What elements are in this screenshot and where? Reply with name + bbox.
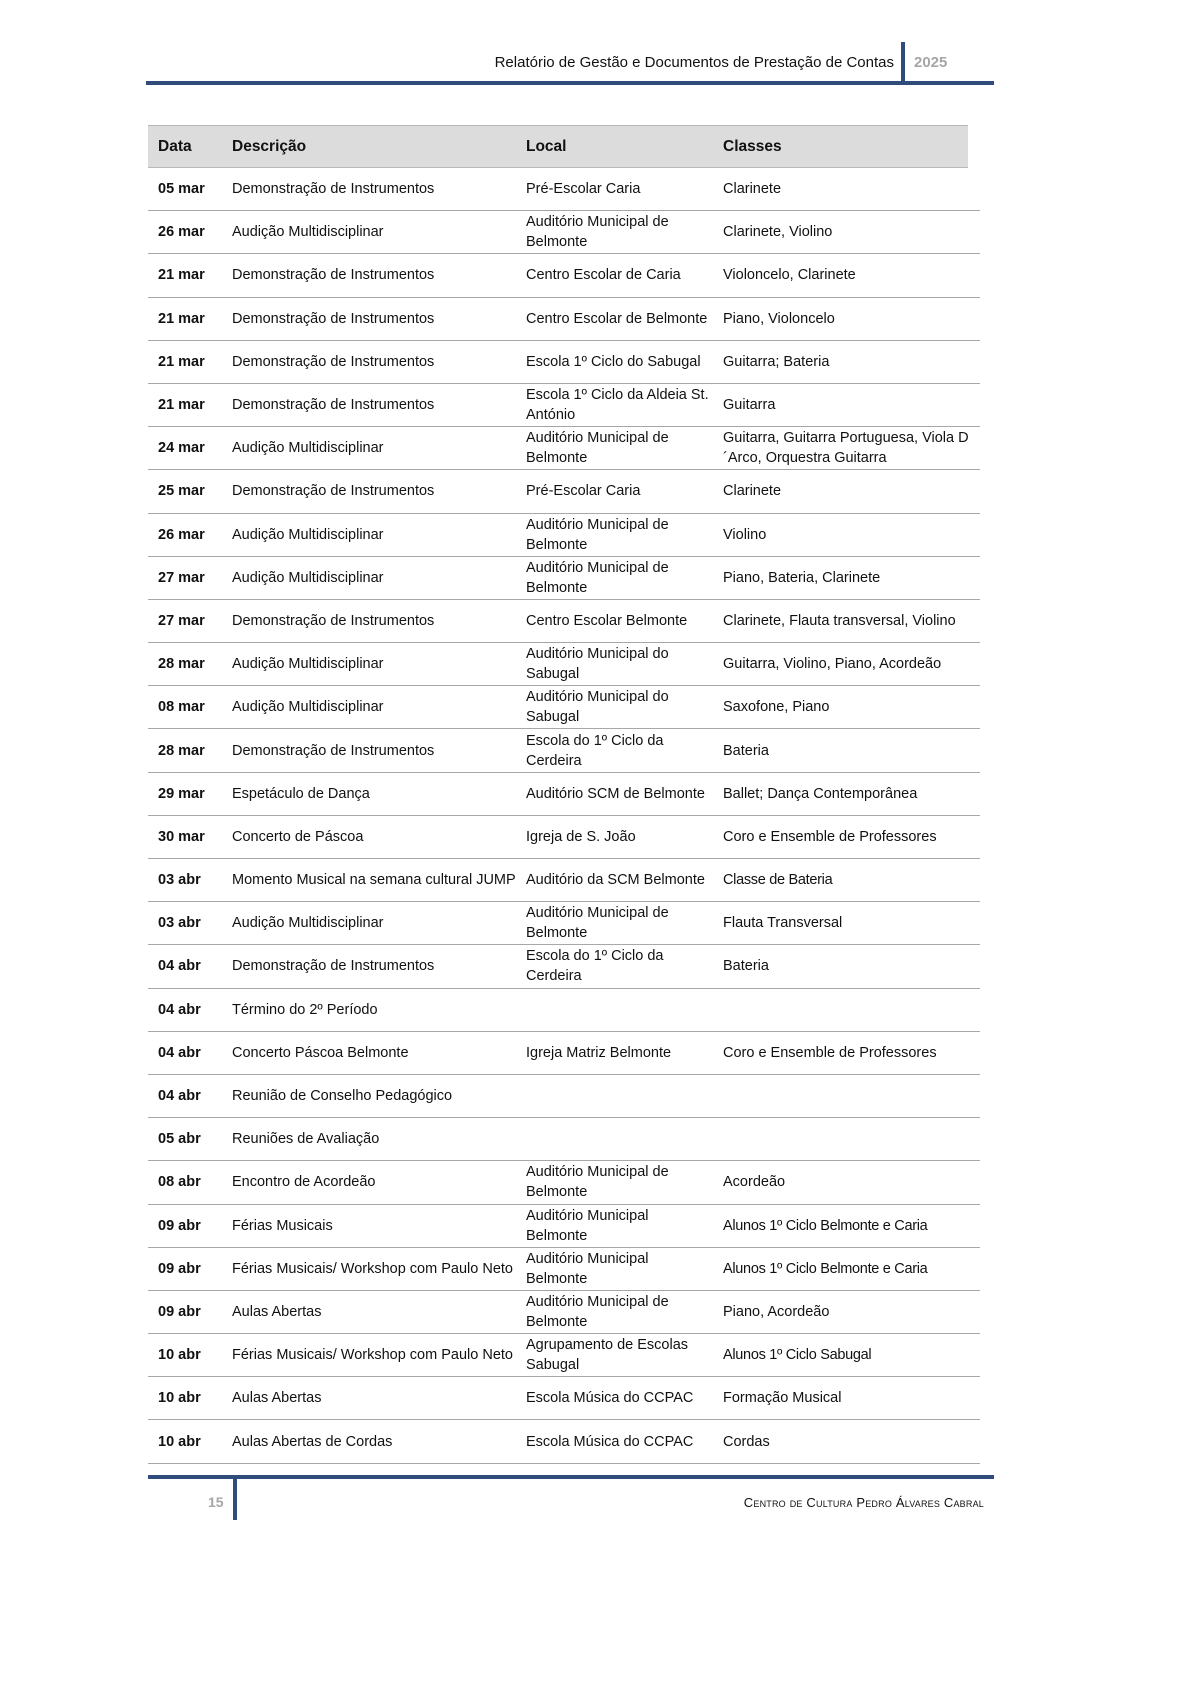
cell-date: 04 abr <box>158 958 201 975</box>
cell-classes: Classe de Bateria <box>723 872 833 889</box>
cell-local: Escola do 1º Ciclo da Cerdeira <box>526 732 664 769</box>
cell-date: 10 abr <box>158 1433 201 1450</box>
cell-date: 25 mar <box>158 483 205 500</box>
cell-classes: Guitarra, Violino, Piano, Acordeão <box>723 656 942 673</box>
footer-organization: Centro de Cultura Pedro Álvares Cabral <box>743 1495 984 1510</box>
cell-classes: Clarinete <box>723 483 782 500</box>
cell-local: Escola 1º Ciclo do Sabugal <box>526 353 701 370</box>
cell-date: 30 mar <box>158 828 205 845</box>
table-row <box>148 211 980 254</box>
table-row <box>148 989 980 1032</box>
cell-local: Auditório Municipal Belmonte <box>526 1207 649 1244</box>
table-row <box>148 1032 980 1075</box>
table-row <box>148 1075 980 1118</box>
cell-description: Demonstração de Instrumentos <box>232 742 435 759</box>
cell-description: Audição Multidisciplinar <box>232 569 384 586</box>
cell-classes: Violino <box>723 526 767 543</box>
table-row <box>148 859 980 902</box>
cell-local: Auditório Municipal de Belmonte <box>526 214 669 251</box>
table-row <box>148 168 980 211</box>
cell-classes: Bateria <box>723 958 769 975</box>
table-row <box>148 1291 980 1334</box>
cell-description: Reunião de Conselho Pedagógico <box>232 1088 453 1105</box>
cell-description: Demonstração de Instrumentos <box>232 310 435 327</box>
cell-classes: Alunos 1º Ciclo Sabugal <box>723 1347 872 1364</box>
table-row <box>148 1118 980 1161</box>
cell-description: Demonstração de Instrumentos <box>232 397 435 414</box>
cell-classes: Alunos 1º Ciclo Belmonte e Caria <box>723 1217 928 1234</box>
cell-description: Aulas Abertas <box>232 1303 322 1320</box>
cell-local: Auditório Municipal do Sabugal <box>526 646 669 683</box>
cell-classes: Bateria <box>723 742 769 759</box>
cell-classes: Guitarra; Bateria <box>723 353 830 370</box>
cell-local: Auditório Municipal de Belmonte <box>526 905 669 942</box>
cell-local: Auditório Municipal de Belmonte <box>526 559 669 596</box>
cell-classes: Acordeão <box>723 1174 786 1191</box>
table-row <box>148 600 980 643</box>
cell-date: 21 mar <box>158 267 205 284</box>
cell-description: Concerto Páscoa Belmonte <box>232 1044 409 1061</box>
table-row <box>148 341 980 384</box>
cell-description: Férias Musicais/ Workshop com Paulo Neto <box>232 1260 513 1277</box>
cell-local: Auditório da SCM Belmonte <box>526 872 705 889</box>
cell-local: Centro Escolar de Belmonte <box>526 310 708 327</box>
cell-date: 26 mar <box>158 526 205 543</box>
table-header <box>148 125 968 168</box>
table-row <box>148 514 980 557</box>
cell-local: Pré-Escolar Caria <box>526 181 641 198</box>
cell-description: Reuniões de Avaliação <box>232 1131 380 1148</box>
table-row <box>148 773 980 816</box>
cell-date: 08 mar <box>158 699 205 716</box>
cell-description: Espetáculo de Dança <box>232 785 370 802</box>
cell-date: 04 abr <box>158 1044 201 1061</box>
table-row <box>148 384 980 427</box>
cell-date: 27 mar <box>158 569 205 586</box>
cell-date: 21 mar <box>158 353 205 370</box>
cell-date: 09 abr <box>158 1260 201 1277</box>
events-table <box>148 125 980 1464</box>
cell-classes: Clarinete <box>723 181 782 198</box>
cell-description: Audição Multidisciplinar <box>232 526 384 543</box>
cell-date: 29 mar <box>158 785 205 802</box>
cell-local: Pré-Escolar Caria <box>526 483 641 500</box>
cell-date: 03 abr <box>158 872 201 889</box>
table-body <box>148 168 980 1464</box>
table-row <box>148 643 980 686</box>
cell-date: 21 mar <box>158 397 205 414</box>
column-header-local: Local <box>526 137 567 155</box>
cell-description: Audição Multidisciplinar <box>232 440 384 457</box>
cell-classes: Clarinete, Flauta transversal, Violino <box>723 612 956 629</box>
column-header-classes: Classes <box>723 137 782 155</box>
cell-date: 24 mar <box>158 440 205 457</box>
cell-local: Escola 1º Ciclo da Aldeia St. António <box>526 387 709 424</box>
cell-classes: Guitarra, Guitarra Portuguesa, Viola D´Arco, Orquestra Guitarra <box>723 430 969 467</box>
table-row <box>148 470 980 513</box>
cell-description: Audição Multidisciplinar <box>232 915 384 932</box>
cell-date: 10 abr <box>158 1390 201 1407</box>
table-row <box>148 1377 980 1420</box>
header-title: Relatório de Gestão e Documentos de Prestação de Contas <box>494 54 894 71</box>
cell-description: Término do 2º Período <box>232 1001 378 1018</box>
cell-local: Igreja Matriz Belmonte <box>526 1044 672 1061</box>
cell-description: Demonstração de Instrumentos <box>232 181 435 198</box>
cell-classes: Formação Musical <box>723 1390 842 1407</box>
cell-local: Auditório Municipal de Belmonte <box>526 516 669 553</box>
cell-date: 26 mar <box>158 224 205 241</box>
cell-description: Aulas Abertas de Cordas <box>232 1433 393 1450</box>
cell-local: Auditório Municipal de Belmonte <box>526 430 669 467</box>
cell-local: Centro Escolar Belmonte <box>526 612 688 629</box>
cell-date: 04 abr <box>158 1088 201 1105</box>
cell-date: 05 abr <box>158 1131 201 1148</box>
cell-date: 09 abr <box>158 1217 201 1234</box>
cell-description: Demonstração de Instrumentos <box>232 483 435 500</box>
table-row <box>148 1205 980 1248</box>
cell-classes: Cordas <box>723 1433 770 1450</box>
table-row <box>148 298 980 341</box>
cell-description: Aulas Abertas <box>232 1390 322 1407</box>
table-row <box>148 1161 980 1204</box>
table-row <box>148 686 980 729</box>
cell-local: Auditório SCM de Belmonte <box>526 785 705 802</box>
cell-description: Encontro de Acordeão <box>232 1174 376 1191</box>
cell-local: Auditório Municipal de Belmonte <box>526 1164 669 1201</box>
footer-rule <box>148 1475 994 1479</box>
cell-local: Auditório Municipal do Sabugal <box>526 689 669 726</box>
cell-date: 27 mar <box>158 612 205 629</box>
cell-local: Igreja de S. João <box>526 828 636 845</box>
cell-local: Auditório Municipal Belmonte <box>526 1250 649 1287</box>
cell-description: Audição Multidisciplinar <box>232 699 384 716</box>
cell-date: 05 mar <box>158 181 205 198</box>
cell-local: Auditório Municipal de Belmonte <box>526 1293 669 1330</box>
cell-date: 10 abr <box>158 1347 201 1364</box>
table-row <box>148 1334 980 1377</box>
cell-description: Férias Musicais <box>232 1217 333 1234</box>
cell-local: Centro Escolar de Caria <box>526 267 681 284</box>
cell-description: Momento Musical na semana cultural JUMP <box>232 872 516 889</box>
cell-description: Demonstração de Instrumentos <box>232 353 435 370</box>
cell-date: 28 mar <box>158 742 205 759</box>
footer-divider <box>233 1479 237 1520</box>
cell-description: Demonstração de Instrumentos <box>232 267 435 284</box>
cell-classes: Piano, Bateria, Clarinete <box>723 569 881 586</box>
cell-date: 04 abr <box>158 1001 201 1018</box>
cell-date: 03 abr <box>158 915 201 932</box>
table-row <box>148 1420 980 1463</box>
cell-local: Escola Música do CCPAC <box>526 1390 694 1407</box>
cell-date: 28 mar <box>158 656 205 673</box>
cell-date: 08 abr <box>158 1174 201 1191</box>
page-number: 15 <box>208 1494 224 1510</box>
table-row <box>148 427 980 470</box>
cell-description: Demonstração de Instrumentos <box>232 612 435 629</box>
cell-classes: Violoncelo, Clarinete <box>723 267 856 284</box>
cell-description: Demonstração de Instrumentos <box>232 958 435 975</box>
cell-classes: Flauta Transversal <box>723 915 843 932</box>
column-header-date: Data <box>158 137 192 155</box>
cell-classes: Guitarra <box>723 397 776 414</box>
cell-classes: Coro e Ensemble de Professores <box>723 1044 937 1061</box>
table-row <box>148 1248 980 1291</box>
cell-local: Escola Música do CCPAC <box>526 1433 694 1450</box>
cell-description: Audição Multidisciplinar <box>232 656 384 673</box>
cell-description: Concerto de Páscoa <box>232 828 364 845</box>
header-rule <box>146 81 994 85</box>
header-year: 2025 <box>914 54 948 71</box>
cell-local: Agrupamento de Escolas Sabugal <box>526 1337 689 1374</box>
table-row <box>148 557 980 600</box>
column-header-description: Descrição <box>232 137 307 155</box>
table-row <box>148 902 980 945</box>
cell-classes: Piano, Violoncelo <box>723 310 835 327</box>
cell-classes: Ballet; Dança Contemporânea <box>723 785 918 802</box>
table-row <box>148 945 980 988</box>
header-divider <box>901 42 905 82</box>
table-row <box>148 816 980 859</box>
cell-classes: Clarinete, Violino <box>723 224 833 241</box>
cell-classes: Coro e Ensemble de Professores <box>723 828 937 845</box>
cell-description: Férias Musicais/ Workshop com Paulo Neto <box>232 1347 513 1364</box>
cell-local: Escola do 1º Ciclo da Cerdeira <box>526 948 664 985</box>
cell-classes: Piano, Acordeão <box>723 1303 830 1320</box>
cell-date: 21 mar <box>158 310 205 327</box>
cell-description: Audição Multidisciplinar <box>232 224 384 241</box>
cell-date: 09 abr <box>158 1303 201 1320</box>
cell-classes: Saxofone, Piano <box>723 699 830 716</box>
table-row <box>148 254 980 297</box>
cell-classes: Alunos 1º Ciclo Belmonte e Caria <box>723 1260 928 1277</box>
table-row <box>148 729 980 772</box>
